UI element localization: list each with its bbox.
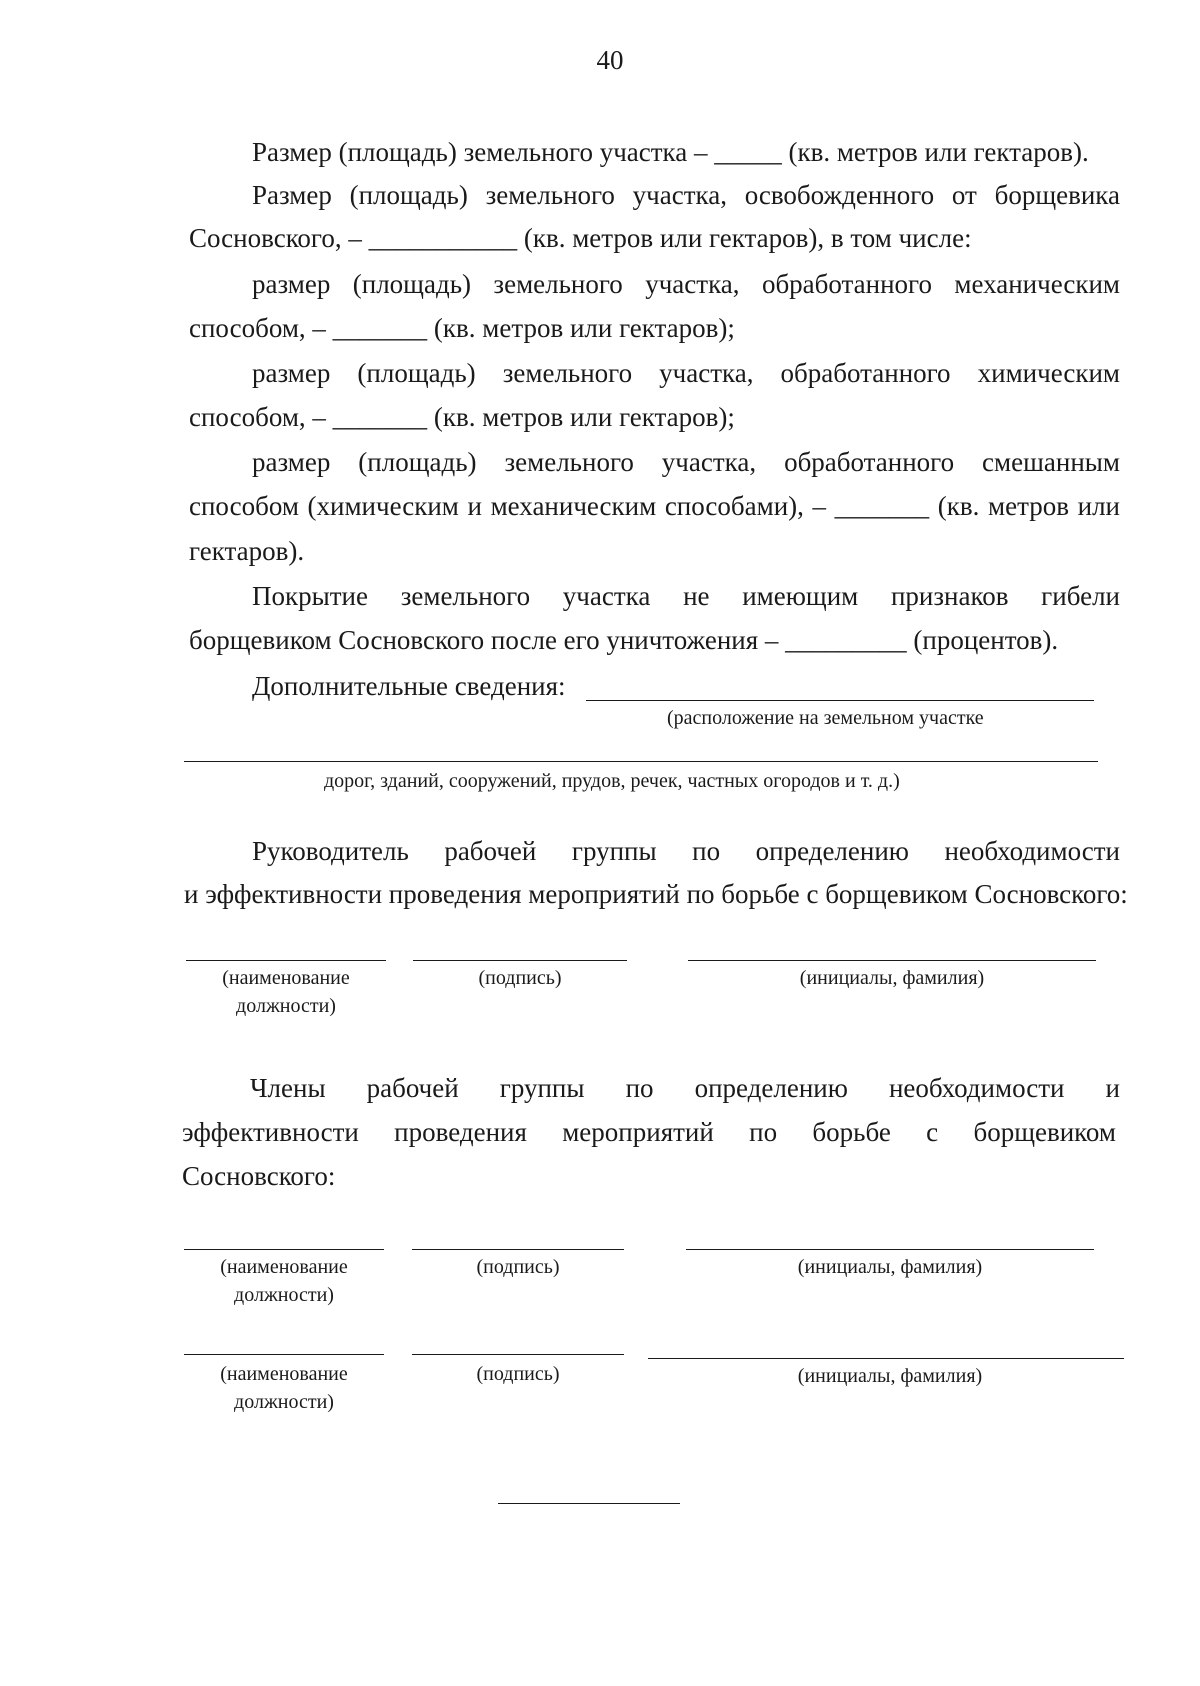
head-name-line [688, 960, 1096, 961]
members-section-line-1: Члены рабочей группы по определению необходимости и [250, 1073, 1120, 1103]
member2-name-line [648, 1358, 1124, 1359]
member1-position-line [184, 1249, 384, 1250]
additional-info-caption-2: дорог, зданий, сооружений, прудов, речек, частных огородов и т. д.) [324, 770, 900, 792]
member2-position-line [184, 1354, 384, 1355]
member2-position-label-2: должности) [234, 1391, 334, 1413]
member1-position-label-2: должности) [234, 1284, 334, 1306]
page-number: 40 [596, 45, 624, 75]
chemical-area-line-2: способом, – _______ (кв. метров или гектаров); [189, 402, 735, 432]
member1-signature-line [412, 1249, 624, 1250]
mixed-area-line-2: способом (химическим и механическим способами), – _______ (кв. метров или [189, 491, 1120, 521]
member1-signature-label: (подпись) [476, 1256, 560, 1278]
head-signature-label: (подпись) [478, 967, 562, 989]
member2-position-label-1: (наименование [220, 1363, 348, 1385]
member2-name-label: (инициалы, фамилия) [797, 1365, 983, 1387]
additional-info-line [586, 700, 1094, 701]
head-position-label-1: (наименование [222, 967, 350, 989]
head-section-line-1: Руководитель рабочей группы по определению необходимости [252, 836, 1120, 866]
member2-signature-line [412, 1354, 624, 1355]
member2-signature-label: (подпись) [476, 1363, 560, 1385]
additional-info-caption-1: (расположение на земельном участке [667, 707, 984, 729]
members-section-line-2: эффективности проведения мероприятий по борьбе с борщевиком [182, 1117, 1116, 1147]
cleared-area-line-1: Размер (площадь) земельного участка, освобожденного от борщевика [252, 180, 1120, 210]
mechanical-area-line-1: размер (площадь) земельного участка, обработанного механическим [252, 269, 1120, 299]
land-area-line: Размер (площадь) земельного участка – _____ (кв. метров или гектаров). [252, 137, 1089, 167]
head-section-line-2: и эффективности проведения мероприятий по борьбе с борщевиком Сосновского: [184, 879, 1128, 909]
coverage-line-1: Покрытие земельного участка не имеющим признаков гибели [252, 581, 1120, 611]
cleared-area-line-2: Сосновского, – ___________ (кв. метров или гектаров), в том числе: [189, 223, 972, 253]
mechanical-area-line-2: способом, – _______ (кв. метров или гектаров); [189, 313, 735, 343]
member1-position-label-1: (наименование [220, 1256, 348, 1278]
members-section-line-3: Сосновского: [182, 1161, 336, 1191]
head-signature-line [413, 960, 627, 961]
mixed-area-line-3: гектаров). [189, 536, 305, 566]
additional-info-label: Дополнительные сведения: [252, 671, 566, 701]
head-position-label-2: должности) [236, 995, 336, 1017]
member1-name-line [686, 1249, 1094, 1250]
member1-name-label: (инициалы, фамилия) [797, 1256, 983, 1278]
mixed-area-line-1: размер (площадь) земельного участка, обработанного смешанным [252, 447, 1120, 477]
closing-divider [498, 1503, 680, 1504]
coverage-line-2: борщевиком Сосновского после его уничтожения – _________ (процентов). [189, 625, 1059, 655]
additional-info-line-2 [184, 761, 1098, 762]
head-position-line [186, 960, 386, 961]
head-name-label: (инициалы, фамилия) [799, 967, 985, 989]
chemical-area-line-1: размер (площадь) земельного участка, обработанного химическим [252, 358, 1120, 388]
